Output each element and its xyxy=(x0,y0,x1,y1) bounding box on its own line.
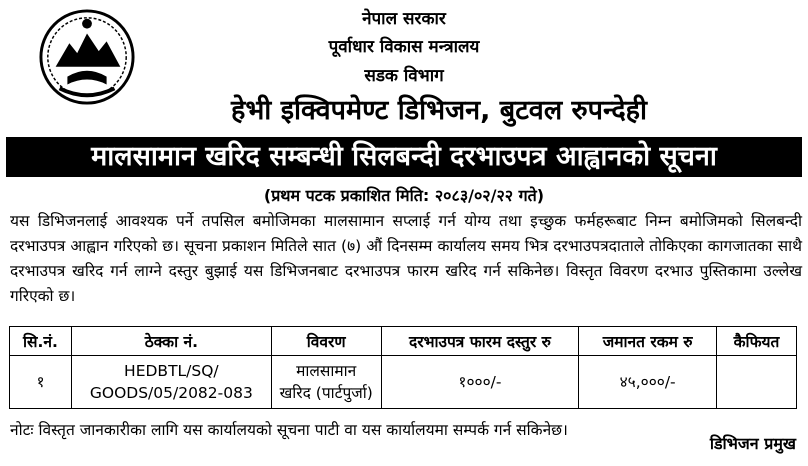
department-name: सडक विभाग xyxy=(364,66,444,86)
cell-sn: १ xyxy=(10,356,72,409)
table-header-row xyxy=(10,327,797,356)
publication-date: (प्रथम पटक प्रकाशित मिति: २०८३/०२/२२ गते) xyxy=(263,186,545,205)
col-header-form-fee: दरभाउपत्र फारम दस्तुर रु xyxy=(381,327,579,356)
col-header-remarks: कैफियत xyxy=(717,327,797,356)
cell-security: ४५,०००/- xyxy=(579,356,717,409)
notice-title-banner: मालसामान खरिद सम्बन्धी सिलबन्दी दरभाउपत्र आह्वानको सूचना xyxy=(6,137,802,177)
col-header-security: जमानत रकम रु xyxy=(579,327,717,356)
col-header-sn: सि.नं. xyxy=(10,327,72,356)
cell-form-fee: १०००/- xyxy=(381,356,579,409)
footer-note: नोटः विस्तृत जानकारीका लागि यस कार्यालयको सूचना पाटी वा यस कार्यालयमा सम्पर्क गर्न सकिनेछ। xyxy=(10,421,568,439)
ministry-name: पूर्वाधार विकास मन्त्रालय xyxy=(328,37,480,57)
government-name: नेपाल सरकार xyxy=(362,9,446,29)
office-name: हेभी इक्विपमेण्ट डिभिजन, बुटवल रुपन्देही xyxy=(230,95,648,126)
description-line-2: खरिद (पार्टपुर्जा) xyxy=(279,384,373,402)
col-header-description: विवरण xyxy=(271,327,381,356)
col-header-contract: ठेक्का नं. xyxy=(71,327,271,356)
contract-line-2: GOODS/05/2082-083 xyxy=(89,384,253,402)
contract-line-1: HEDBTL/SQ/ xyxy=(124,362,219,380)
cell-contract xyxy=(71,356,271,409)
notice-body-text: यस डिभिजनलाई आवश्यक पर्ने तपसिल बमोजिमका मालसामान सप्लाई गर्न योग्य तथा इच्छुक फर्महरूबाट निम्न बमोजिमको सिलबन्दी दरभाउपत्र आह्वान गरिएको छ। सूचना प्रकाशन मितिले सात (७) औं दिनसम्म कार्यालय समय भित्र दरभाउपत्रदाताले तोकिएका कागजातका साथै दरभाउपत्र खरिद गर्न लाग्ने दस्तुर बुझाई यस डिभिजनबाट दरभाउपत्र फारम खरिद गर्न सकिनेछ। विस्तृत विवरण दरभाउ पुस्तिकामा उल्लेख गरिएको छ। xyxy=(10,212,802,305)
signature-division-chief: डिभिजन प्रमुख xyxy=(709,434,796,453)
tender-table xyxy=(9,326,797,409)
cell-remarks xyxy=(717,356,797,409)
table-row xyxy=(10,356,797,409)
cell-description xyxy=(271,356,381,409)
description-line-1: मालसामान xyxy=(296,362,357,380)
